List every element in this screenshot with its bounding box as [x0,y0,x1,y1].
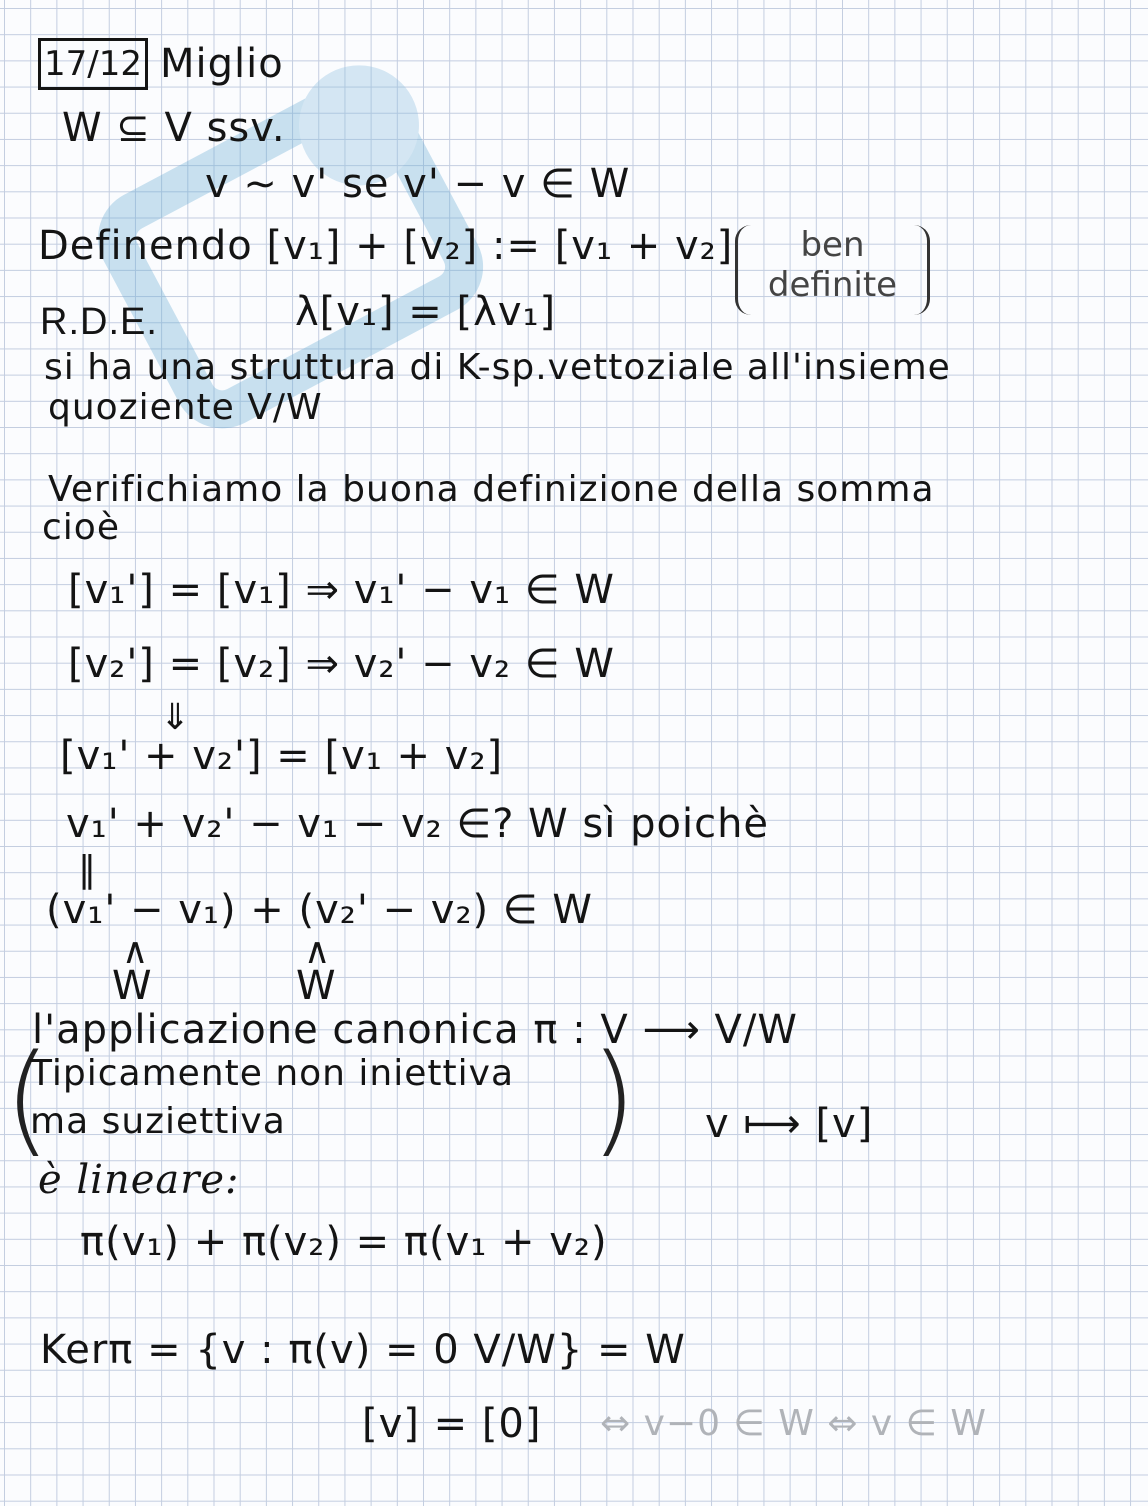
kernel-equivalence: ⇔ v−0 ∈ W ⇔ v ∈ W [600,1403,988,1444]
kernel-classes: [v] = [0] [362,1401,542,1447]
typical-line: Tipicamente non iniettiva [30,1053,514,1094]
w-label-1: W [112,963,153,1009]
up-arrow-2: ∧ [304,931,332,972]
aside-line-1: ben [800,225,865,265]
canonical-map: l'applicazione canonica π : V ⟶ V/W [32,1007,798,1053]
surjective-line: ma suziettiva [30,1101,286,1142]
aside-line-2: definite [767,265,898,305]
aside-note [735,225,930,315]
definition-sum: Definendo [v₁] + [v₂] := [v₁ + v₂] [38,223,734,269]
rde-label: R.D.E. [40,301,158,343]
structure-line: si ha una struttura di K-sp.vettoziale all'insieme [44,347,951,388]
equation-3: [v₁' + v₂'] = [v₁ + v₂] [60,733,504,779]
map-line: v ⟼ [v] [705,1101,874,1147]
equation-1: [v₁'] = [v₁] ⇒ v₁' − v₁ ∈ W [68,567,615,613]
quotient-line: quoziente V/W [48,387,323,428]
left-paren: ( [4,1030,51,1169]
relation-line: v ∼ v' se v' − v ∈ W [205,161,631,207]
cioe-line: cioè [42,507,120,548]
right-paren: ) [590,1030,637,1169]
page-title: Miglio [160,41,284,87]
equation-5: (v₁' − v₁) + (v₂' − v₂) ∈ W [46,887,593,933]
implies-arrow: ⇓ [160,697,192,738]
date-box: 17/12 [38,38,148,90]
definition-scalar: λ[v₁] = [λv₁] [295,289,557,335]
w-label-2: W [296,963,337,1009]
equation-2: [v₂'] = [v₂] ⇒ v₂' − v₂ ∈ W [68,641,615,687]
subspace-line: W ⊆ V ssv. [62,105,286,151]
up-arrow-1: ∧ [122,931,150,972]
equals-vertical: ‖ [78,849,97,890]
linear-equation: π(v₁) + π(v₂) = π(v₁ + v₂) [80,1219,608,1265]
verify-line: Verifichiamo la buona definizione della somma [48,469,935,510]
linear-line: è lineare: [38,1157,240,1203]
equation-4: v₁' + v₂' − v₁ − v₂ ∈? W sì poichè [66,801,770,847]
kernel-line: Kerπ = {v : π(v) = 0 V/W} = W [40,1327,686,1373]
